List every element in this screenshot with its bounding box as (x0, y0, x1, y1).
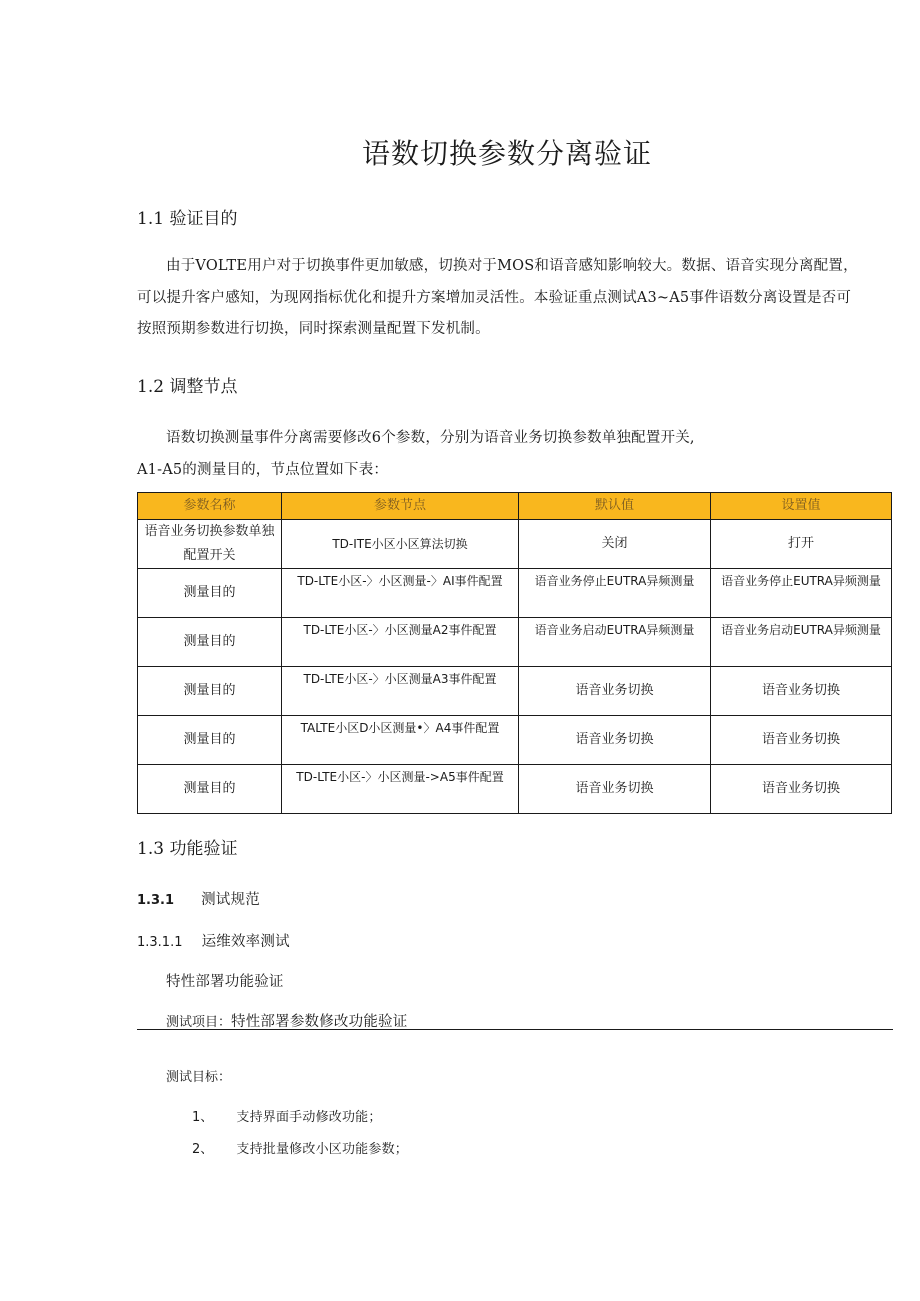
cell-param-node: TD-LTE小区-〉小区测量-〉AI事件配置 (282, 569, 519, 618)
table-row (138, 569, 892, 618)
purpose-line-2: 可以提升客户感知，为现网指标优化和提升方案增加灵活性。本验证重点测试A3~A5事件语数分离设置是否可 (137, 290, 852, 306)
goal-item-1 (192, 1106, 382, 1125)
table-header-row (138, 493, 892, 520)
cell-default-value: 语音业务停止EUTRA异频测量 (519, 569, 711, 618)
header-default-value: 默认值 (519, 493, 711, 520)
goal-number: 1、 (192, 1110, 214, 1125)
cell-set-value: 语音业务切换 (711, 667, 892, 716)
section-heading-nodes: 1.2 调整节点 (137, 377, 238, 397)
cell-param-node: TALTE小区D小区测量•〉A4事件配置 (282, 716, 519, 765)
header-set-value: 设置值 (711, 493, 892, 520)
cell-default-value: 语音业务切换 (519, 716, 711, 765)
document-title: 语数切换参数分离验证 (361, 137, 652, 170)
test-item-text: 特性部署参数修改功能验证 (231, 1014, 408, 1030)
cell-default-value: 语音业务启动EUTRA异频测量 (519, 618, 711, 667)
purpose-line-1: 由于VOLTE用户对于切换事件更加敏感，切换对于MOS和语音感知影响较大。数据、语音实现分离配置， (166, 258, 858, 274)
cell-param-node: TD-ITE小区小区算法切换 (282, 520, 519, 569)
subsection-title: 运维效率测试 (201, 934, 290, 950)
header-param-name: 参数名称 (138, 493, 282, 520)
table-row (138, 520, 892, 569)
test-item-label: 测试项目： (166, 1015, 232, 1030)
cell-set-value: 打开 (711, 520, 892, 569)
divider-line (137, 1029, 893, 1030)
section-heading-purpose: 1.1 验证目的 (137, 209, 238, 229)
goal-number: 2、 (192, 1142, 214, 1157)
cell-set-value: 语音业务启动EUTRA异频测量 (711, 618, 892, 667)
goal-item-2 (192, 1138, 408, 1157)
goal-text: 支持界面手动修改功能； (236, 1110, 382, 1125)
cell-param-name: 测量目的 (138, 765, 282, 814)
cell-param-node: TD-LTE小区-〉小区测量->A5事件配置 (282, 765, 519, 814)
subsection-number: 1.3.1 (137, 893, 175, 908)
cell-param-name: 测量目的 (138, 569, 282, 618)
goal-text: 支持批量修改小区功能参数； (236, 1142, 408, 1157)
subsection-number: 1.3.1.1 (137, 935, 183, 950)
cell-set-value: 语音业务切换 (711, 716, 892, 765)
cell-default-value: 语音业务切换 (519, 765, 711, 814)
purpose-line-3: 按照预期参数进行切换，同时探索测量配置下发机制。 (137, 321, 490, 337)
section-heading-verification: 1.3 功能验证 (137, 839, 238, 859)
table-row (138, 667, 892, 716)
test-goal-label: 测试目标： (166, 1070, 232, 1085)
table-row (138, 618, 892, 667)
cell-set-value: 语音业务切换 (711, 765, 892, 814)
cell-default-value: 关闭 (519, 520, 711, 569)
cell-param-name: 测量目的 (138, 716, 282, 765)
nodes-line-1: 语数切换测量事件分离需要修改6个参数，分别为语音业务切换参数单独配置开关, (166, 430, 695, 446)
test-item-line (166, 1010, 407, 1031)
cell-set-value: 语音业务停止EUTRA异频测量 (711, 569, 892, 618)
subsection-title: 测试规范 (201, 892, 260, 908)
nodes-line-2: A1-A5的测量目的，节点位置如下表： (137, 462, 389, 478)
feature-verification-label: 特性部署功能验证 (166, 974, 284, 990)
subsection-1-3-1 (137, 888, 260, 909)
header-param-node: 参数节点 (282, 493, 519, 520)
cell-param-node: TD-LTE小区-〉小区测量A3事件配置 (282, 667, 519, 716)
table-row (138, 716, 892, 765)
cell-param-node: TD-LTE小区-〉小区测量A2事件配置 (282, 618, 519, 667)
cell-default-value: 语音业务切换 (519, 667, 711, 716)
cell-param-name: 语音业务切换参数单独配置开关 (138, 520, 282, 569)
cell-param-name: 测量目的 (138, 667, 282, 716)
subsection-1-3-1-1 (137, 930, 290, 951)
parameter-table (137, 492, 892, 814)
table-row (138, 765, 892, 814)
cell-param-name: 测量目的 (138, 618, 282, 667)
